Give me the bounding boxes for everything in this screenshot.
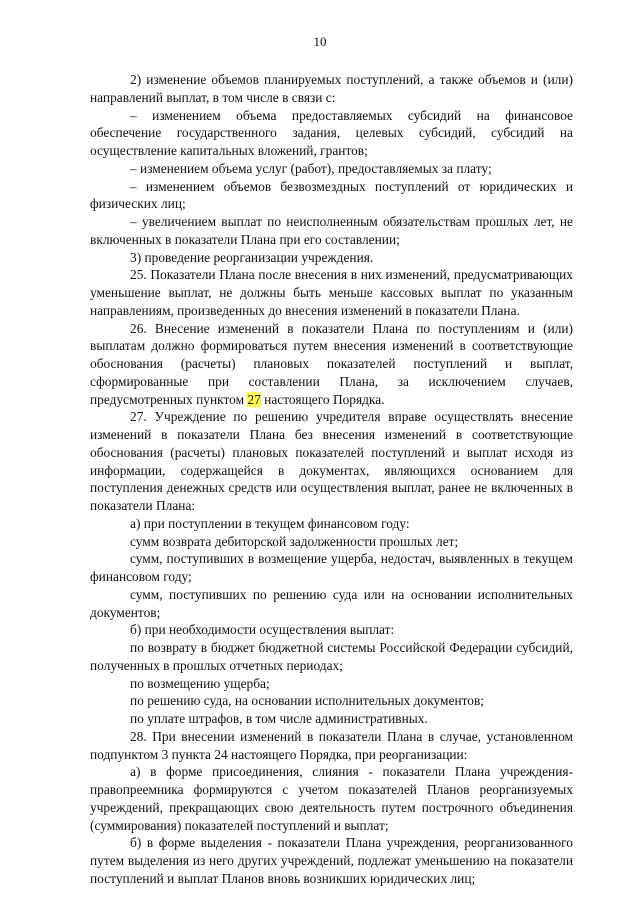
paragraph: по возмещению ущерба; (130, 675, 270, 691)
paragraph: – изменением объема предоставляемых субсидий на финансовое обеспечение государственного задания, целевых субсидий, субсидий на осуществление капитальных вложений, грантов; (90, 107, 573, 158)
paragraph: б) в форме выделения - показатели Плана учреждения, реорганизованного путем выделения из него других учреждений, подлежат уменьшению на показатели поступлений и выплат Планов вновь возникших юридических лиц; (90, 835, 573, 886)
paragraph: б) при необходимости осуществления выплат: (130, 622, 395, 638)
paragraph: а) в форме присоединения, слияния - показатели Плана учреждения-правопреемника формируются с учетом показателей Планов реорганизуемых учреждений, прекращающих свою деятельность путем построчного объединения (суммирования) показателей поступлений и выплат; (90, 764, 573, 833)
paragraph: – увеличением выплат по неисполненным обязательствам прошлых лет, не включенных в показатели Плана при его составлении; (90, 214, 573, 247)
paragraph: по возврату в бюджет бюджетной системы Российской Федерации субсидий, полученных в прошлых отчетных периодах; (90, 640, 573, 673)
paragraph: – изменением объема услуг (работ), предоставляемых за плату; (130, 160, 492, 176)
paragraph: по решению суда, на основании исполнительных документов; (130, 693, 485, 709)
page-number: 10 (313, 34, 327, 49)
paragraph: 27. Учреждение по решению учредителя вправе осуществлять внесение изменений в показатели Плана без внесения изменений в соответствующие обоснования (расчеты) плановых показателей поступлений и выплат исходя из информации, содержащейся в документах, являющихся основанием для поступления денежных средств или осуществления выплат, ранее не включенных в показатели Плана: (90, 409, 573, 513)
paragraph: 28. При внесении изменений в показатели Плана в случае, установленном подпунктом 3 пункта 24 настоящего Порядка, при реорганизации: (90, 728, 573, 762)
paragraph: сумм, поступивших в возмещение ущерба, недостач, выявленных в текущем финансовом году; (90, 551, 573, 584)
paragraph: 25. Показатели Плана после внесения в них изменений, предусматривающих уменьшение выплат, не должны быть меньше кассовых выплат по указанным направлениям, произведенных до внесения изменений в показатели Плана. (90, 267, 573, 318)
paragraph: сумм возврата дебиторской задолженности прошлых лет; (130, 533, 459, 549)
paragraph: – изменением объемов безвозмездных поступлений от юридических и физических лиц; (90, 178, 573, 212)
paragraph: 3) проведение реорганизации учреждения. (130, 249, 374, 265)
paragraph-26-tail: настоящего Порядка. (264, 391, 385, 407)
highlighted-reference: 27 (247, 391, 261, 407)
paragraph-26 (90, 320, 573, 409)
paragraph-26-text: 26. Внесение изменений в показатели Плана по поступлениям и (или) выплатам должно формироваться путем внесения изменений в соответствующие обоснования (расчеты) плановых показателей поступлений и выплат, сформированные при составлении Плана, за исключением случаев, предусмотренных пунктом (90, 320, 573, 407)
paragraph: по уплате штрафов, в том числе административных. (130, 711, 428, 726)
paragraph: 2) изменение объемов планируемых поступлений, а также объемов и (или) направлений выплат, в том числе в связи с: (90, 72, 573, 105)
paragraph: сумм, поступивших по решению суда или на основании исполнительных документов; (90, 586, 573, 620)
document-body (90, 71, 573, 888)
paragraph: а) при поступлении в текущем финансовом году: (130, 515, 410, 531)
